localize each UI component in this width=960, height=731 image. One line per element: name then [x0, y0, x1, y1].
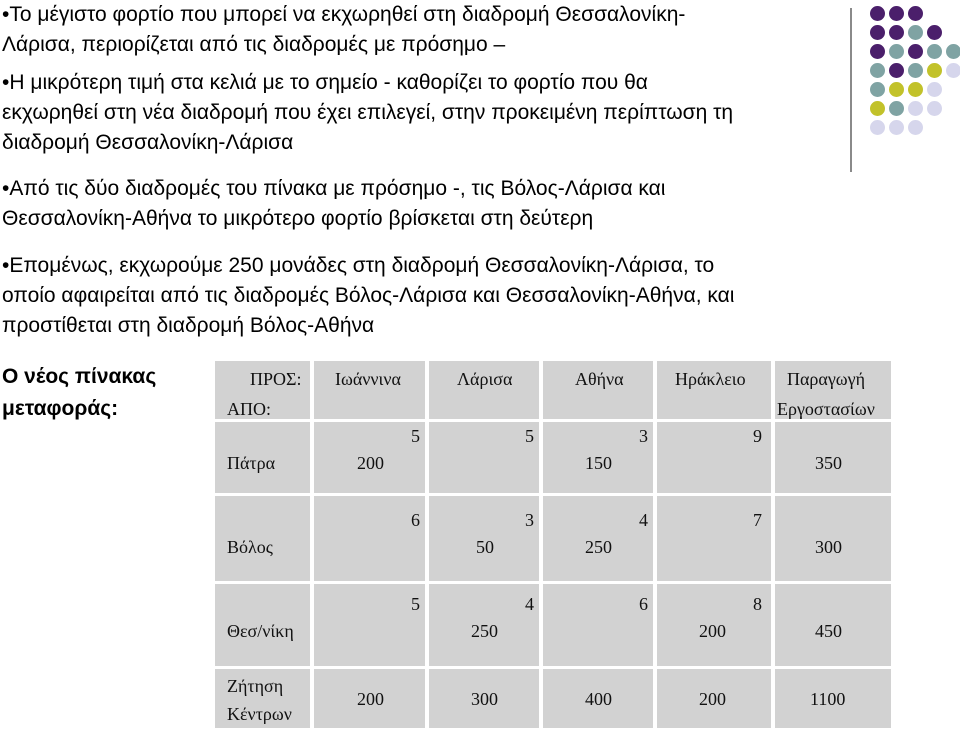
decorative-dot	[946, 63, 960, 78]
divider-line	[850, 8, 852, 172]
column-header: Αθήνα	[575, 369, 624, 389]
cost-cell: 6	[411, 510, 420, 530]
decorative-dot	[927, 101, 942, 116]
caption-line: Ο νέος πίνακας	[2, 365, 157, 388]
demand-cell: 200	[357, 689, 384, 709]
decorative-dot	[889, 25, 904, 40]
bullet-line: οποίο αφαιρείται από τις διαδρομές Βόλος-Λάρισα και Θεσσαλονίκη-Αθήνα, και	[2, 284, 735, 307]
header-from: ΑΠΟ:	[227, 399, 271, 419]
decorative-dot	[870, 63, 885, 78]
decorative-dot	[870, 6, 885, 21]
cost-cell: 9	[753, 426, 762, 446]
cost-cell: 5	[525, 426, 534, 446]
cost-cell: 4	[639, 510, 648, 530]
decorative-dot	[889, 6, 904, 21]
column-header: Ιωάννινα	[335, 369, 401, 389]
column-separator	[771, 361, 775, 728]
decorative-dot	[908, 63, 923, 78]
bullet-line: εκχωρηθεί στη νέα διαδρομή που έχει επιλεγεί, στην προκειμένη περίπτωση τη	[2, 101, 734, 124]
decorative-dot	[946, 44, 960, 59]
demand-label: Ζήτηση	[227, 676, 284, 696]
decorative-dot	[927, 25, 942, 40]
row-separator	[215, 493, 891, 496]
bullet-item	[2, 68, 733, 158]
decorative-dot	[908, 82, 923, 97]
total-cell: 1100	[810, 689, 846, 709]
decorative-dot	[870, 101, 885, 116]
bullet-line: Θεσσαλονίκη-Αθήνα το μικρότερο φορτίο βρίσκεται στη δεύτερη	[2, 207, 594, 230]
header-to: ΠΡΟΣ:	[250, 369, 302, 389]
decorative-dot	[870, 25, 885, 40]
allocation-cell: 50	[476, 537, 494, 557]
decorative-dot	[908, 120, 923, 135]
allocation-cell: 200	[699, 621, 726, 641]
bullet-line: •Η μικρότερη τιμή στα κελιά με το σημείο - καθορίζει το φορτίο που θα	[2, 71, 648, 94]
demand-label: Κέντρων	[227, 704, 292, 724]
decorative-dot	[889, 120, 904, 135]
demand-cell: 300	[471, 689, 498, 709]
row-label: Θεσ/νίκη	[227, 621, 294, 641]
cost-cell: 8	[753, 594, 762, 614]
bullet-line: διαδρομή Θεσσαλονίκη-Λάρισα	[2, 131, 294, 154]
allocation-cell: 250	[471, 621, 498, 641]
column-separator	[425, 361, 429, 728]
production-cell: 350	[815, 453, 842, 473]
decorative-dot	[908, 25, 923, 40]
cost-cell: 3	[525, 510, 534, 530]
decorative-dot	[870, 82, 885, 97]
production-cell: 450	[815, 621, 842, 641]
allocation-cell: 200	[357, 453, 384, 473]
column-header: Λάρισα	[457, 369, 513, 389]
bullet-item	[2, 251, 734, 341]
row-label: Βόλος	[227, 537, 273, 557]
decorative-dot	[870, 44, 885, 59]
cost-cell: 7	[753, 510, 762, 530]
decorative-dot	[889, 82, 904, 97]
production-header: Εργοστασίων	[777, 399, 875, 419]
cost-cell: 6	[639, 594, 648, 614]
decorative-dot	[927, 82, 942, 97]
column-header: Ηράκλειο	[675, 369, 746, 389]
decorative-dot	[889, 101, 904, 116]
decorative-dots	[866, 4, 960, 154]
decorative-dot	[908, 6, 923, 21]
bullet-line: προστίθεται στη διαδρομή Βόλος-Αθήνα	[2, 314, 375, 337]
decorative-dot	[908, 101, 923, 116]
row-separator	[215, 581, 891, 584]
bullet-line: •Επομένως, εκχωρούμε 250 μονάδες στη διαδρομή Θεσσαλονίκη-Λάρισα, το	[2, 254, 715, 277]
bullet-line: Λάρισα, περιορίζεται από τις διαδρομές με πρόσημο –	[2, 33, 506, 56]
row-separator	[215, 666, 891, 669]
decorative-dot	[870, 120, 885, 135]
allocation-cell: 250	[585, 537, 612, 557]
production-header: Παραγωγή	[787, 369, 866, 389]
table-caption	[2, 361, 202, 425]
production-cell: 300	[815, 537, 842, 557]
cost-cell: 4	[525, 594, 534, 614]
decorative-dot	[927, 63, 942, 78]
column-separator	[310, 361, 314, 728]
cost-cell: 3	[639, 426, 648, 446]
decorative-dot	[908, 44, 923, 59]
cost-cell: 5	[411, 594, 420, 614]
column-separator	[539, 361, 543, 728]
transport-table	[215, 361, 891, 728]
row-label: Πάτρα	[227, 453, 276, 473]
column-separator	[653, 361, 657, 728]
decorative-dot	[889, 44, 904, 59]
bullet-line: •Από τις δύο διαδρομές του πίνακα με πρόσημο -, τις Βόλος-Λάρισα και	[2, 177, 666, 200]
bullet-line: •Το μέγιστο φορτίο που μπορεί να εκχωρηθεί στη διαδρομή Θεσσαλονίκη-	[2, 3, 686, 26]
bullet-item	[2, 0, 685, 60]
caption-line: μεταφοράς:	[2, 397, 119, 420]
decorative-dot	[889, 63, 904, 78]
allocation-cell: 150	[585, 453, 612, 473]
bullet-item	[2, 174, 665, 234]
demand-cell: 400	[585, 689, 612, 709]
decorative-dot	[927, 44, 942, 59]
cost-cell: 5	[411, 426, 420, 446]
demand-cell: 200	[699, 689, 726, 709]
